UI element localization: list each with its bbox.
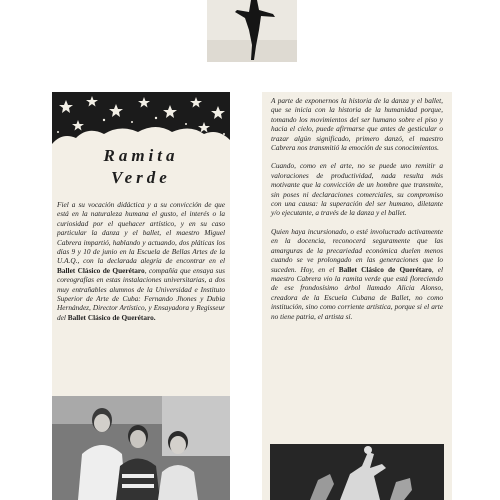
left-paragraph-2: , compañía que ensaya sus coreografías en estas instalaciones universitarias, a dos muy entrañables alumnos de la Universidad e Instituto Superior de Arte de Cuba: Fernando Jhones y Dubia Hernández, Director Artístico, y Ensayadora y Regisseur del <box>57 265 225 322</box>
left-column <box>52 92 230 500</box>
starry-header <box>52 92 230 197</box>
right-paragraph-2: Cuando, como en el arte, no se puede uno remitir a valoraciones de productividad, nada resulta más motivante que la convicción de un hombre que transmite, sin poses ni declaraciones comerciales, su compromiso con una causa: la superación del ser humano, diletante y/o ejecutante, a través de la danza y el ballet. <box>271 161 443 218</box>
left-paragraph-1: Fiel a su vocación didáctica y a su convicción de que está en la naturaleza humana el gusto, el interés o la curiosidad por el quehacer artístico, y en su caso particular la danza y el ballet, el maestro Miguel Cabrera impartió, hablando y actuando, dos pláticas los días 9 y 10 de junio en la Escuela de Bellas Artes de la U.A.Q., con la declarada alegría de encontrar en el <box>57 200 225 266</box>
right-column-text <box>262 92 452 321</box>
article-title-line-1: Ramita <box>103 146 179 165</box>
right-column <box>262 92 452 500</box>
right-paragraph-3 <box>271 227 443 321</box>
ballet-name-1: Ballet Clásico de Querétaro <box>57 265 145 275</box>
left-column-text <box>52 197 230 322</box>
right-paragraph-1: A parte de exponernos la historia de la danza y el ballet, que se inicia con la historia de la humanidad porque, tomando los movimientos del ser humano sobre el piso y hacia el cielo, puede afirmarse que antes de gesticular o trazar algún significado, primero danzó, el maestro Cabrera nos transmitió la emoción de sus conocimientos. <box>271 96 443 153</box>
dancer-photo-top <box>207 0 297 62</box>
right-paragraph-3b: , el maestro Cabrera vio la ramita verde que está floreciendo de ese frondosísimo árbol llamado Alicia Alonso, creadora de la Escuela Cubana de Ballet, no como institución, sino como corriente artística, porque si el arte no tiene patria, el artista sí. <box>271 264 444 321</box>
ballet-name-2: Ballet Clásico de Querétaro. <box>67 312 156 322</box>
three-people-graphic <box>52 396 230 500</box>
group-photo <box>52 396 230 500</box>
article-title-line-2: Verde <box>111 168 171 187</box>
right-paragraph-3a: Quien haya incursionado, o esté involucrado activamente en la docencia, reconocerá seguramente que las amarguras de la precariedad económica duelen menos cuando se ve prolongado en las generaciones que lo suceden. Hoy, en el <box>271 226 443 274</box>
dancers-graphic <box>270 444 444 500</box>
performance-photo <box>270 444 444 500</box>
ballet-name-right: Ballet Clásico de Querétaro <box>338 264 432 274</box>
dancer-silhouette <box>207 0 297 62</box>
